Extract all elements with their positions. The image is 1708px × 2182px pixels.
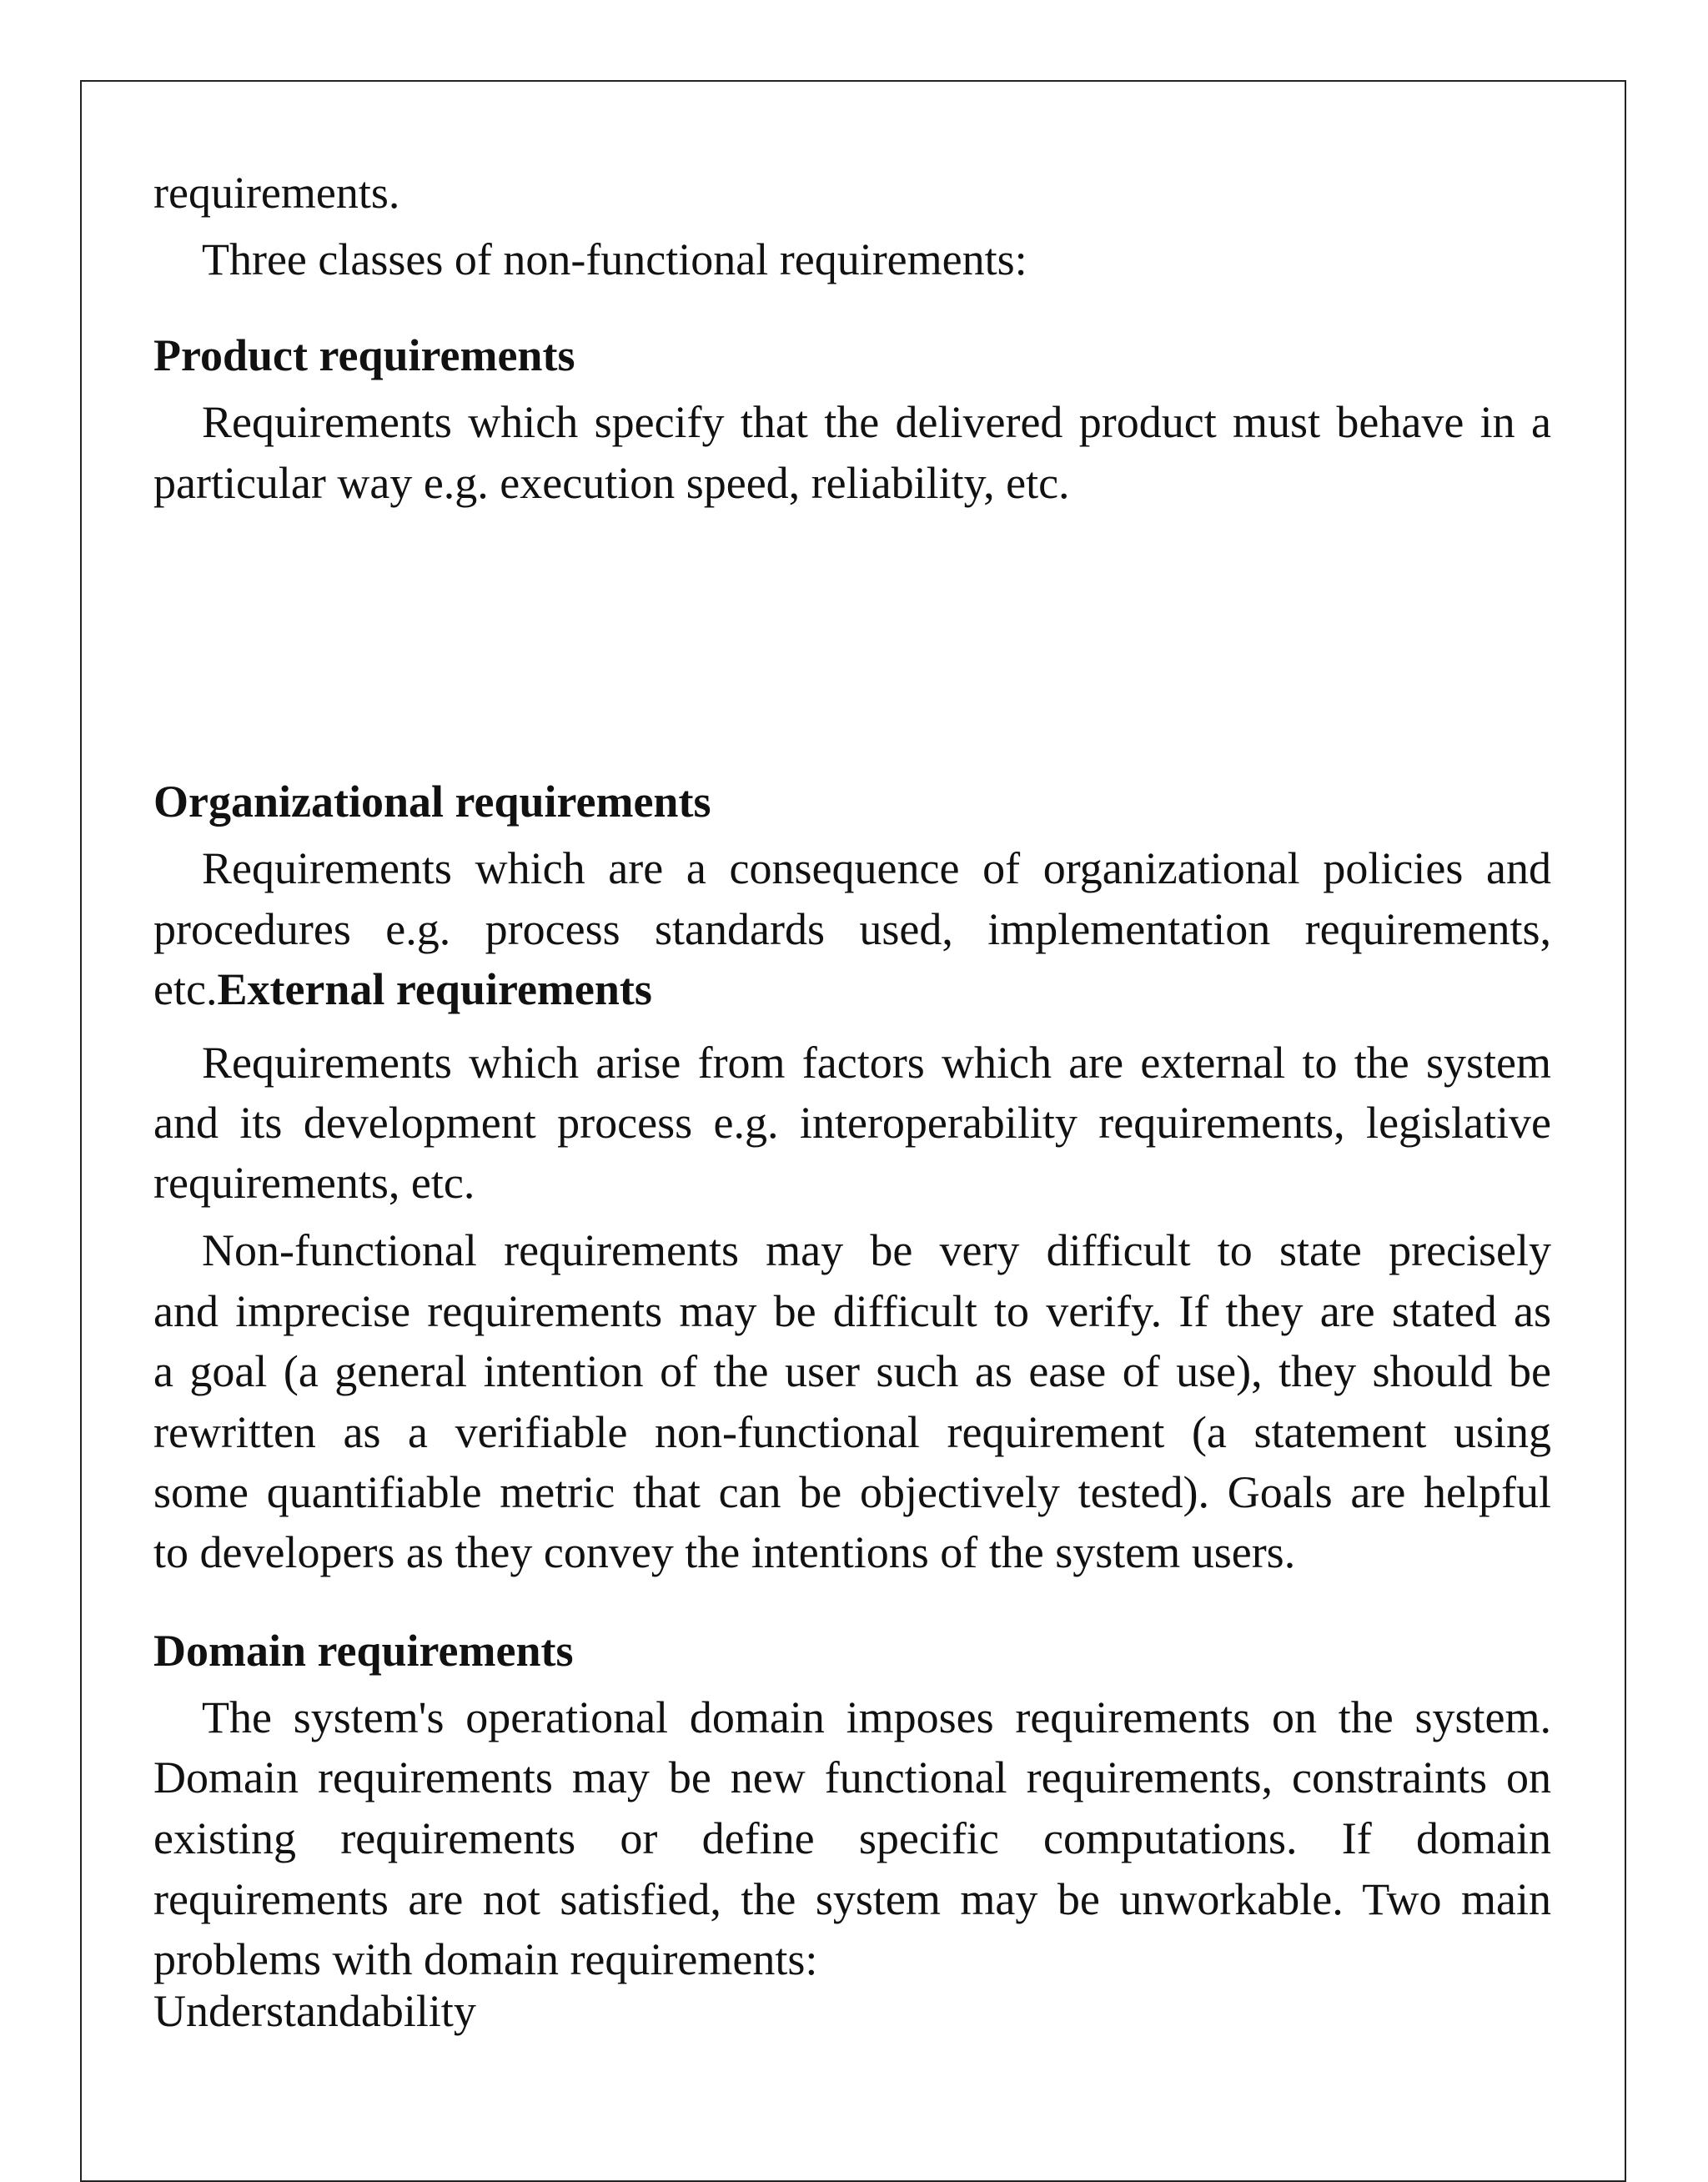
- section-heading-external: External requirements: [217, 964, 652, 1014]
- paragraph-line: existing requirements or define specific computations. If domain: [153, 1813, 1551, 1863]
- paragraph-text: etc.: [153, 964, 218, 1014]
- paragraph-line: rewritten as a verifiable non-functional requirement (a statement using: [153, 1407, 1551, 1457]
- paragraph-line: [153, 963, 1551, 1015]
- paragraph-line: requirements are not satisfied, the system may be unworkable. Two main: [153, 1874, 1551, 1924]
- paragraph-line: a goal (a general intention of the user such as ease of use), they should be: [153, 1346, 1551, 1396]
- paragraph-line: problems with domain requirements:: [153, 1934, 818, 1984]
- paragraph-line: particular way e.g. execution speed, reliability, etc.: [153, 458, 1070, 508]
- paragraph-line: Requirements which arise from factors which are external to the system: [202, 1038, 1551, 1088]
- paragraph-line: Requirements which specify that the delivered product must behave in a: [202, 397, 1551, 447]
- paragraph-line: Domain requirements may be new functional requirements, constraints on: [153, 1752, 1551, 1802]
- section-heading-domain: Domain requirements: [153, 1626, 574, 1676]
- section-heading-organizational: Organizational requirements: [153, 777, 711, 827]
- paragraph-line: and imprecise requirements may be difficult to verify. If they are stated as: [153, 1286, 1551, 1336]
- paragraph-line: some quantifiable metric that can be objectively tested). Goals are helpful: [153, 1467, 1551, 1517]
- paragraph-line: The system's operational domain imposes requirements on the system.: [202, 1692, 1551, 1742]
- paragraph-line: to developers as they convey the intentions of the system users.: [153, 1527, 1296, 1577]
- paragraph-line: Non-functional requirements may be very difficult to state precisely: [202, 1225, 1551, 1275]
- paragraph-line: procedures e.g. process standards used, implementation requirements,: [153, 904, 1551, 954]
- paragraph-line: requirements, etc.: [153, 1158, 475, 1208]
- paragraph-line: and its development process e.g. interoperability requirements, legislative: [153, 1098, 1551, 1148]
- text-line: Three classes of non-functional requirements:: [202, 234, 1027, 284]
- paragraph-line: Requirements which are a consequence of organizational policies and: [202, 843, 1551, 893]
- text-line: requirements.: [153, 168, 400, 218]
- paragraph-line: Understandability: [153, 1986, 476, 2036]
- section-heading-product: Product requirements: [153, 330, 575, 380]
